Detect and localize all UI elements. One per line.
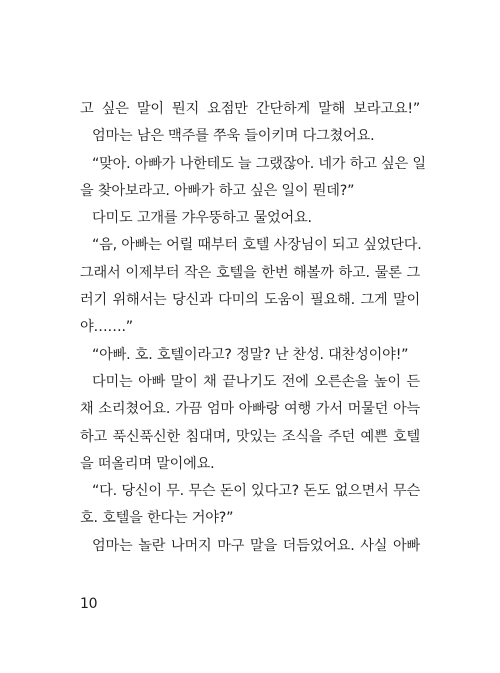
text-line: 다미는 아빠 말이 채 끝나기도 전에 오른손을 높이 든 xyxy=(92,373,420,390)
text-line: 채 소리쳤어요. 가끔 엄마 아빠랑 여행 가서 머물던 아늑 xyxy=(80,401,420,418)
page-number: 10 xyxy=(80,596,98,612)
text-line: 러기 위해서는 당신과 다미의 도움이 필요해. 그게 말이 xyxy=(80,292,420,309)
text-line: 엄마는 놀란 나머지 마구 말을 더듬었어요. 사실 아빠 xyxy=(92,537,420,554)
text-line: 을 찾아보라고. 아빠가 하고 싶은 일이 뭔데?” xyxy=(80,182,355,199)
text-line: 을 떠올리며 말이에요. xyxy=(80,455,215,472)
text-line: “맞아. 아빠가 나한테도 늘 그랬잖아. 네가 하고 싶은 일 xyxy=(92,155,426,172)
text-line: 하고 푹신푹신한 침대며, 맛있는 조식을 주던 예쁜 호텔 xyxy=(80,428,420,445)
text-line: 호. 호텔을 한다는 거야?” xyxy=(80,510,234,527)
text-line: “아빠. 호. 호텔이라고? 정말? 난 찬성. 대찬성이야!” xyxy=(92,346,409,363)
text-line: 엄마는 남은 맥주를 쭈욱 들이키며 다그쳤어요. xyxy=(92,128,375,145)
text-line: 그래서 이제부터 작은 호텔을 한번 해볼까 하고. 물론 그 xyxy=(80,264,420,281)
text-line: “다. 당신이 무. 무슨 돈이 있다고? 돈도 없으면서 무슨 xyxy=(92,483,420,500)
text-line: “음, 아빠는 어릴 때부터 호텔 사장님이 되고 싶었단다. xyxy=(92,237,422,254)
body-text xyxy=(80,96,426,560)
text-line: 다미도 고개를 갸우뚱하고 물었어요. xyxy=(92,210,312,227)
text-line: 고 싶은 말이 뭔지 요점만 간단하게 말해 보라고요!” xyxy=(80,101,420,117)
text-line: 야…….” xyxy=(80,319,133,336)
